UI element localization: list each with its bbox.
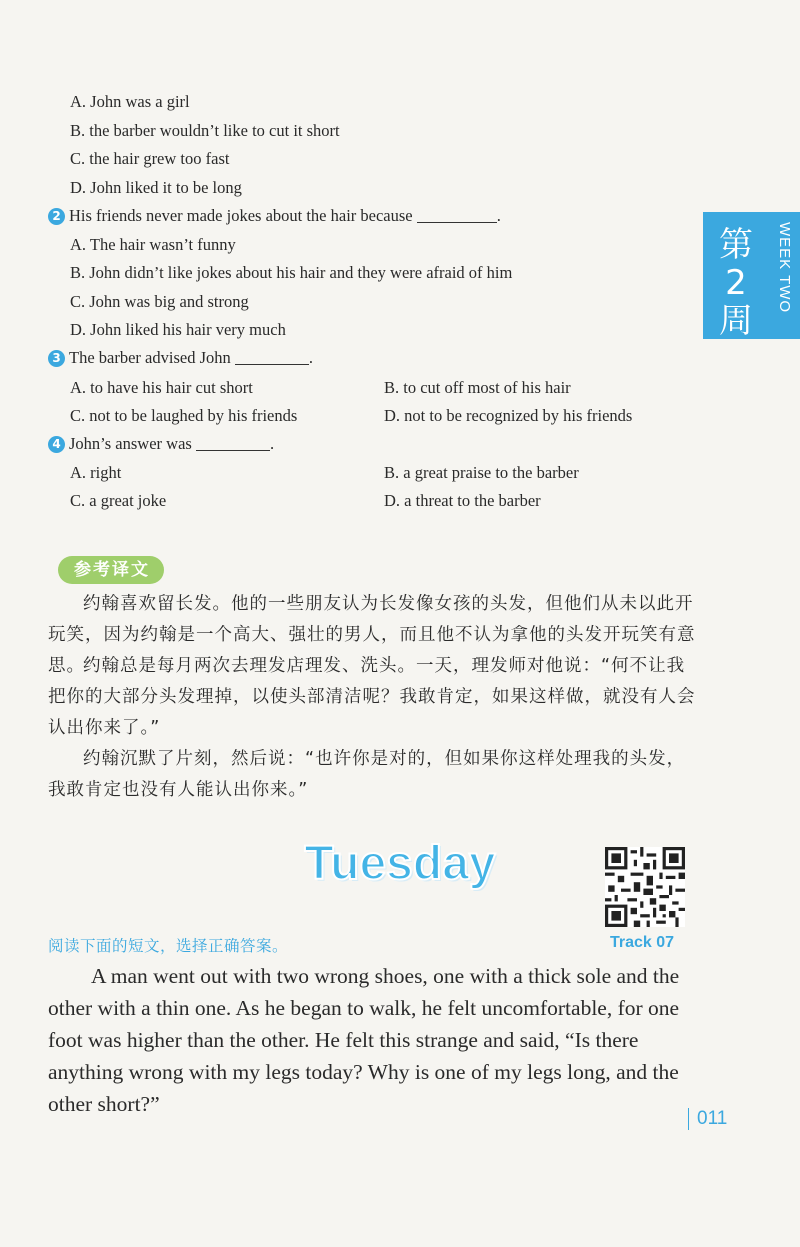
q2-option-b: B. John didn’t like jokes about his hair and they were afraid of him [70,263,513,282]
answer-blank [196,436,270,451]
translation-badge [58,556,164,584]
answer-blank [235,350,309,365]
question-2 [48,206,501,226]
q3-option-b: B. to cut off most of his hair [384,378,571,397]
q3-option-c: C. not to be laughed by his friends [70,406,298,425]
page-number [688,1108,727,1130]
week-cn-char: 第 [719,225,753,265]
translation-paragraph-1: 约翰喜欢留长发。他的一些朋友认为长发像女孩的头发，但他们从未以此开玩笑，因为约翰是一个高大、强壮的男人，而且他不认为拿他的头发开玩笑有意思。 [48,594,696,676]
track-label: Track 07 [610,934,675,951]
q1-option-c: C. the hair grew too fast [70,149,230,168]
q1-option-d: D. John liked it to be long [70,178,242,197]
q2-option-d: D. John liked his hair very much [70,320,286,339]
question-end: . [269,434,275,453]
week-cn-char: 周 [719,301,753,341]
translation-paragraph-3: 约翰沉默了片刻，然后说：“也许你是对的，但如果你这样处理我的头发，我敢肯定也没有人能认出你来。” [48,749,686,800]
instruction-text: 阅读下面的短文，选择正确答案。 [48,937,289,955]
q4-option-b: B. a great praise to the barber [384,463,579,482]
week-cn-number: 2 [725,263,747,303]
q3-option-a: A. to have his hair cut short [70,378,253,397]
q2-option-a: A. The hair wasn’t funny [70,235,236,254]
week-tab [703,212,800,339]
reading-passage: A man went out with two wrong shoes, one with a thick sole and the other with a thin one. As he began to walk, he felt uncomfortable, for one foot was higher than the other. He felt this strange and said, “Is there anything wrong with my legs today? Why is one of my legs long, and the other short?” [48,964,680,1116]
question-end: . [496,206,501,225]
translation-badge-label: 参考译文 [74,560,150,580]
qr-code-icon [605,847,685,927]
page-number-label: 011 [697,1108,728,1129]
question-4 [48,434,274,454]
answer-blank [417,208,497,223]
q4-option-c: C. a great joke [70,491,167,510]
q2-option-c: C. John was big and strong [70,292,249,311]
week-tab-en: WEEK TWO [776,222,793,314]
section-title: Tuesday [304,837,496,890]
question-number-badge: 2 [48,208,65,225]
question-number-badge: 4 [48,436,65,453]
question-3 [48,348,313,368]
q1-option-b: B. the barber wouldn’t like to cut it short [70,121,340,140]
question-end: . [308,348,313,367]
question-number-badge: 3 [48,350,65,367]
q3-option-d: D. not to be recognized by his friends [384,406,633,425]
week-tab-cn [711,226,761,340]
q1-option-a: A. John was a girl [70,92,190,111]
question-stem: The barber advised John [69,348,231,367]
question-stem: John’s answer was [69,434,192,453]
question-stem: His friends never made jokes about the hair because [69,206,413,225]
q4-option-a: A. right [70,463,122,482]
translation-paragraph-2: 约翰总是每月两次去理发店理发、洗头。一天，理发师对他说：“何不让我把你的大部分头发理掉，以使头部清洁呢？我敢肯定，如果这样做，就没有人会认出你来了。” [48,656,696,738]
q4-option-d: D. a threat to the barber [384,491,541,510]
